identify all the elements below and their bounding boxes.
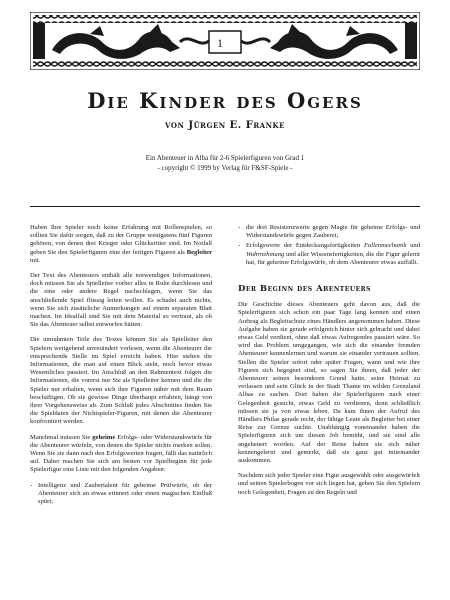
subtitle-line: Ein Abenteuer in Alba für 2-6 Spielerfiguren von Grad 1 [145, 154, 305, 162]
bold-term: geheime [92, 433, 116, 441]
section-heading: Der Beginn des Abenteuers [238, 284, 371, 295]
text: Manchmal müssen Sie [30, 433, 93, 441]
right-column [238, 224, 420, 504]
text: Erfolgs- oder Widerstandswürfe für die Abenteurer würfeln, von denen die Spieler nichts merken sollen. Wenn Sie sie dann nach den Erfolgswerten fragen, fällt das natürlich auf. Daher machen Sie sich am besten vor Spielbeginn für jede Spielerfigur eine Liste mit den folgenden Angaben: [30, 433, 212, 474]
text: Erfolgswerte der Entdeckungsfertigkeiten [246, 242, 364, 250]
paragraph [30, 224, 212, 265]
italic-term: Wahrnehmung [246, 250, 285, 258]
paragraph: Die umrahmten Teile des Textes können Sie als Spielleiter den Spielern weitgehend unverändert vorlesen, wenn die Abenteurer die entsprechende Stelle im Spiel erreicht haben. Hier stehen die Informationen, die man auf einen Blick sieht, noch bevor etwas Wesentliches passiert. Im Anschluß an den Rahmentext folgen die Informationen, die vorerst nur Sie als Spielleiter kennen und die die Spieler nur erhalten, wenn sich ihre Figuren näher mit dem Raum beschäftigen. Ob sie gewisse Dinge überhaupt erfahren, hängt von ihrer Vorgehensweise ab. Zum Schluß jedes Abschnittes finden Sie die Spieldaten der Nichtspieler-Figuren, mit denen die Abenteurer konfrontiert werden. [30, 336, 212, 426]
left-column [30, 224, 212, 513]
paragraph [30, 434, 212, 475]
attribute-list [30, 482, 212, 507]
page-title: Die Kinder des Ogers [87, 88, 363, 113]
paragraph: Der Text des Abenteuers enthält alle notwendigen Informationen, doch müssen Sie als Spielleiter vorher alles in Ruhe durchlesen und die eine oder andere Regel nachschlagen, wenn Sie das anschließende Spiel flüssig leiten wollen. Es schadet auch nichts, wenn Sie sich zusätzliche Anmerkungen auf einem separaten Blatt machen. Im Idealfall sind Sie mit dem Material so vertraut, als ob Sie das Abenteuer selbst entworfen hätten. [30, 272, 212, 329]
paragraph: Die Geschichte dieses Abenteuers geht davon aus, daß die Spielerfiguren sich schon ein paar Tage lang kennen und einen Auftrag als Begleitschutz eines Händlers angenommen haben. Diese Aufgabe haben sie gerade erfolgreich hinter sich gebracht und dabei etwas Geld verdient, ohne daß etwas Aufregendes passiert wäre. So wird das Problem umgegangen, wie sich die einander fremden Abenteurer kennenlernen und warum sie einander vertrauen sollten. Stellen die Spieler sofort oder später Fragen, wann und wie ihre Figuren sich begegnet sind, so sagen Sie ihnen, daß jeder der Abenteurer seinen besonderen Grund hatte, seine Heimat zu verlassen und sein Glück in der Stadt Thame im wilden Grenzland Albas zu suchen. Dort haben die Spielerfiguren nach einer Gelegenheit gesucht, etwas Geld zu verdienen, denn schließlich müssen sie ja von etwas leben. Da kam ihnen der Aufruf des Händlers Philas gerade recht, der fähige Leute als Begleiter bei einer Reise zur Grenze suchte. Unabhängig voneinander haben die Spielerfiguren sich um diesen Job bemüht, und sie sind alle angeheuert worden. Auf der Reise haben sie sich näher kennengelernt und gemerkt, daß sie ganz gut miteinander auskommen. [238, 301, 420, 465]
text: und aller Wissensfertigkeiten, die die Figur gelernt hat, für geheime Erfolgswürfe, ob dem Abenteurer etwas auffällt. [246, 250, 420, 266]
list-item: - die drei Resistenzwerte gegen Magie für geheime Erfolgs- und Widerstandswürfe gegen Zauberei; [246, 224, 420, 240]
list-item [246, 242, 420, 267]
paragraph: Nachdem sich jeder Spieler eine Figur ausgewählt oder ausgewürfelt und seinen Spielerbogen vor sich liegen hat, geben Sie den Spielern noch Gelegenheit, Fragen zu den Regeln und [238, 472, 420, 496]
italic-term: Fallenmechanik [363, 242, 407, 250]
divider-rule [30, 206, 420, 207]
page-number: 1 [217, 36, 223, 50]
author-line: von Jürgen E. Franke [165, 120, 285, 131]
attribute-list [238, 224, 420, 267]
text: und [406, 242, 420, 250]
copyright-line: - copyright © 1999 by Verlag für F&SF-Spiele - [157, 164, 293, 172]
bold-term: Begleiter [186, 248, 212, 256]
list-item: - Intelligenz und Zaubertalent für geheime Prüfwürfe, ob der Abenteurer sich an etwas erinnert oder einen magischen Einfluß spürt; [38, 482, 212, 507]
text: Haben Ihre Spieler noch keine Erfahrung mit Rollenspielen, so sollten Sie dafür sorgen, daß zu der Gruppe wenigstens fünf Figuren gehören, von denen drei Krieger oder Glücksritter sind. Im Notfall geben Sie den Spielerfiguren eine der fertigen Figuren als [30, 224, 212, 256]
text: mit. [30, 256, 41, 264]
